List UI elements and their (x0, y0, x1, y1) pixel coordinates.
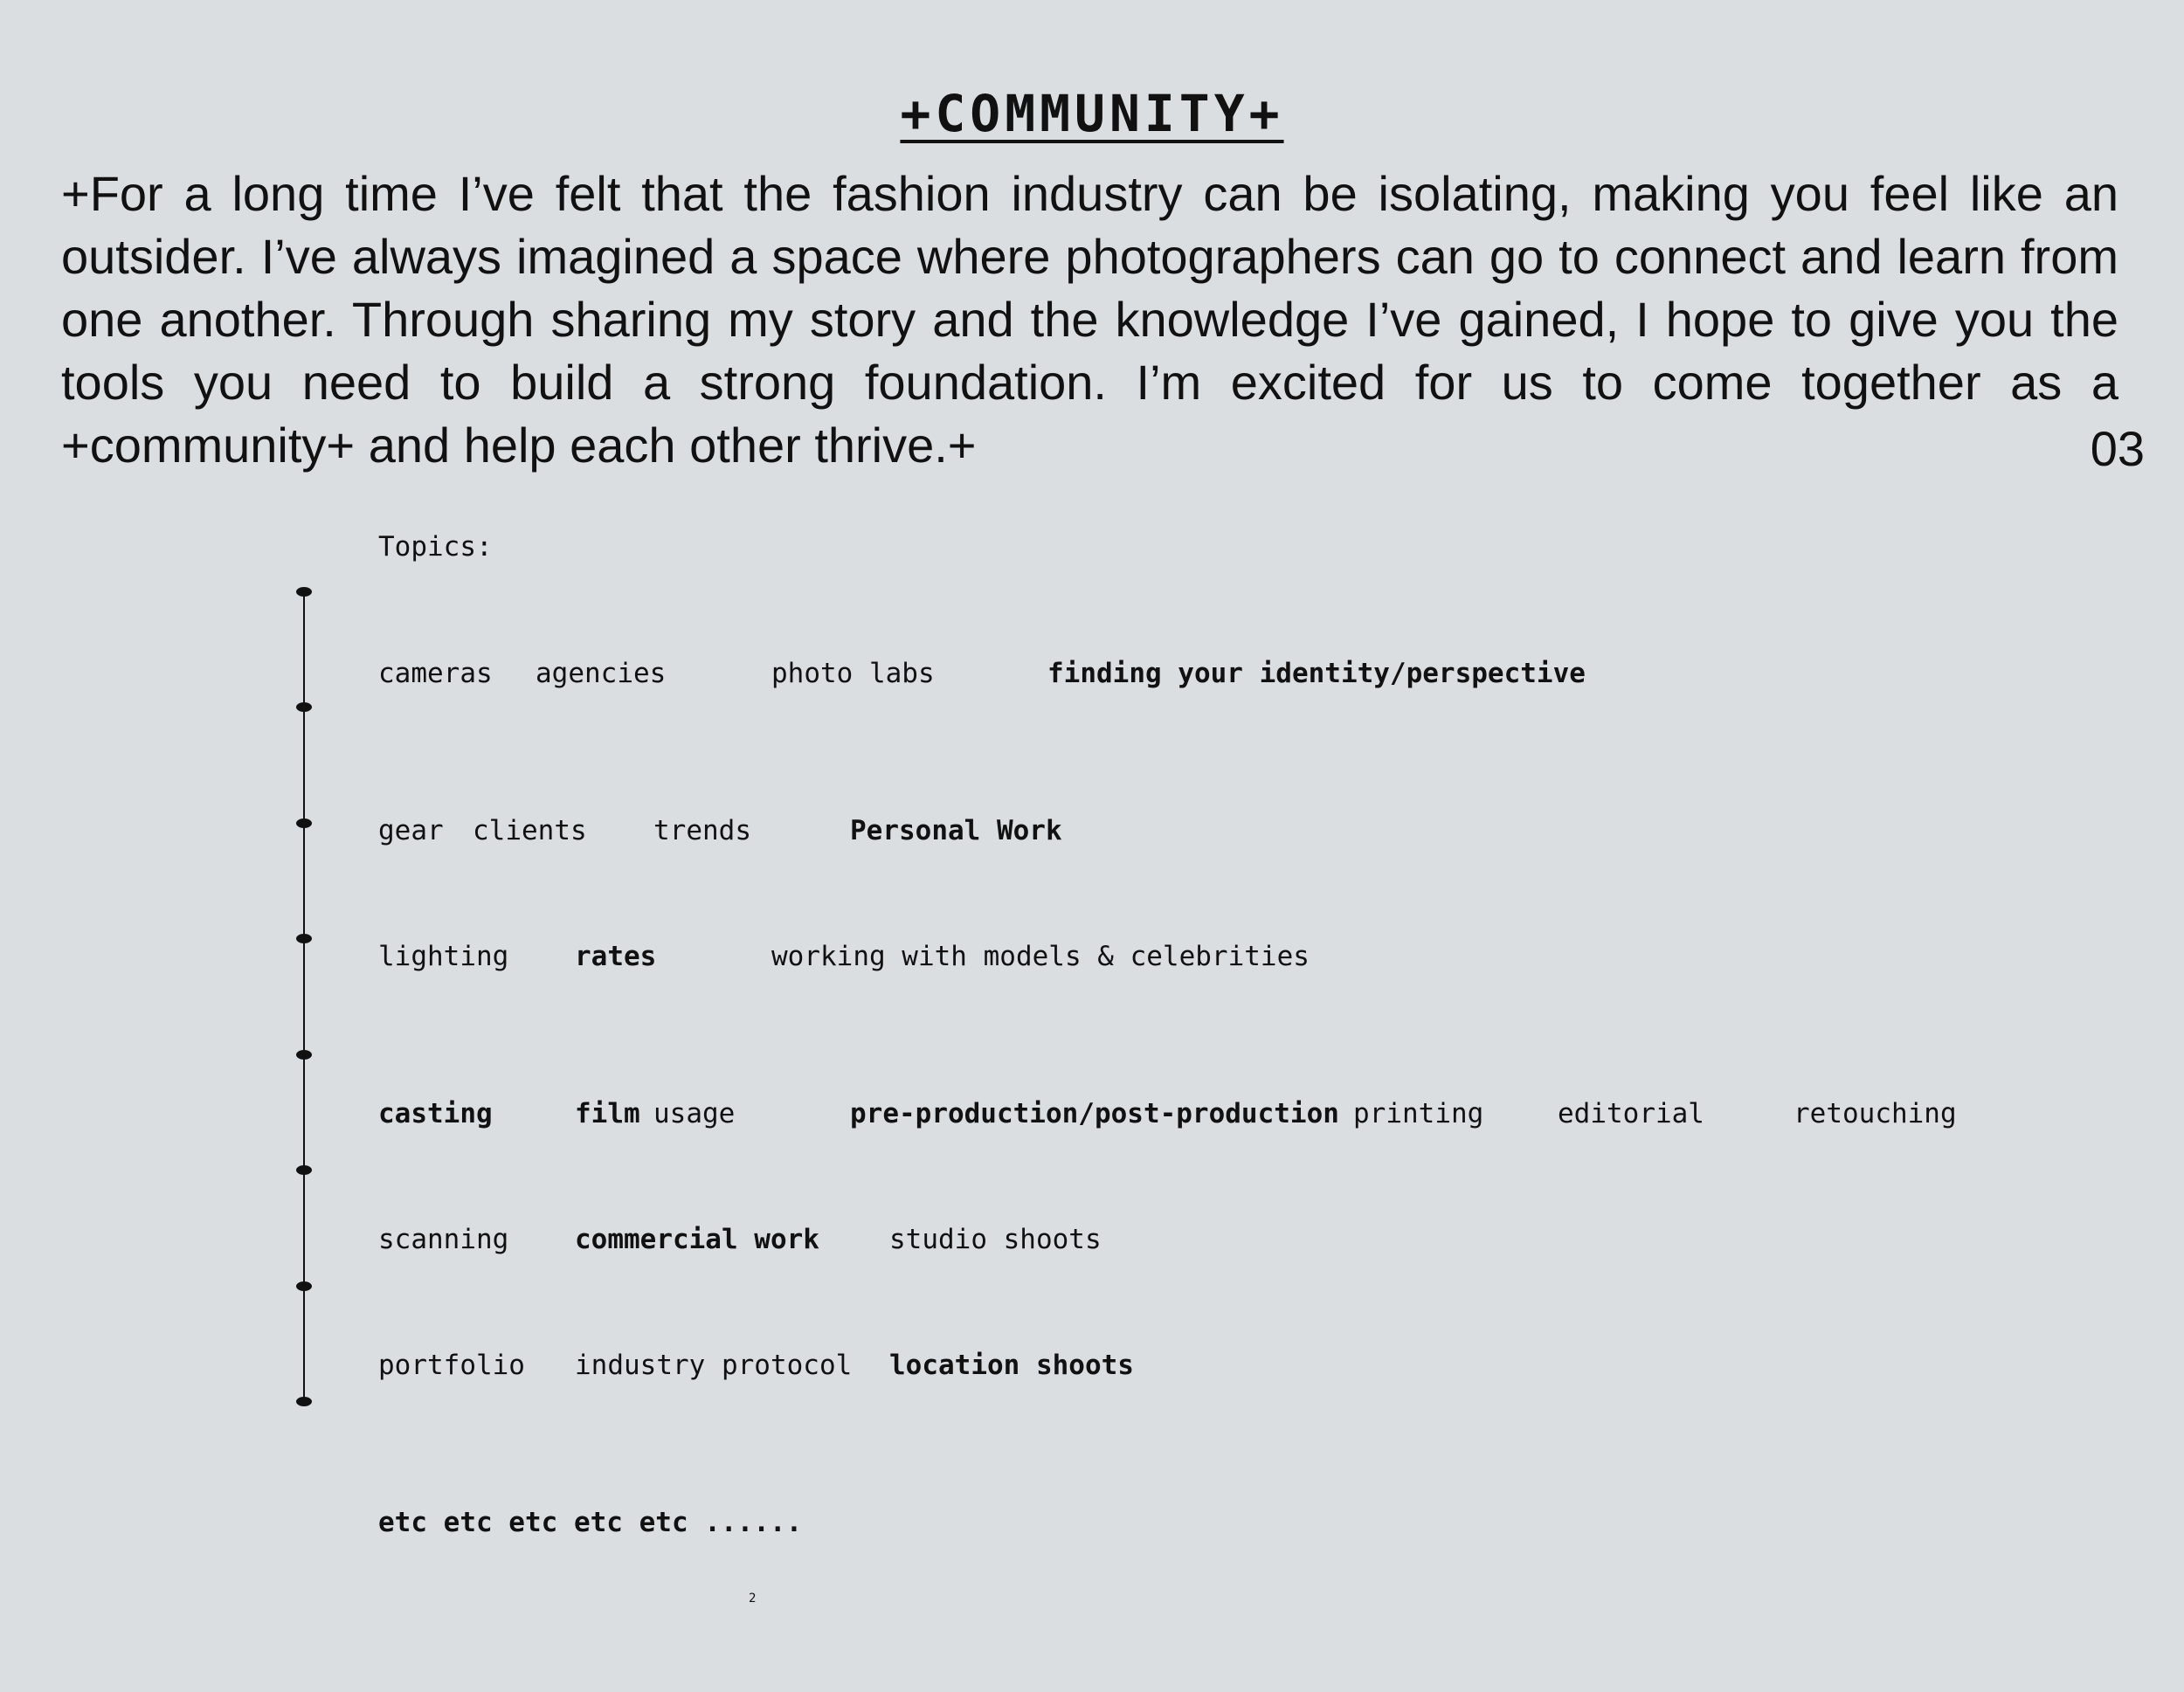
timeline-dot (296, 1397, 312, 1406)
topic-item: industry protocol (575, 1350, 853, 1381)
topic-item: usage (653, 1098, 736, 1129)
timeline-dot (296, 587, 312, 597)
topic-item: location shoots (889, 1350, 1134, 1381)
intro-paragraph: +For a long time I’ve felt that the fashion industry can be isolating, making you feel like an outsider. I’ve always imagined a space where photographers can go to connect and learn from one another. Through sharing my story and the knowledge I’ve gained, I hope to give you the tools you need to build a strong foundation. I’m excited for us to come together as a +community+ and help each other thrive.+ (61, 166, 2118, 473)
topic-item: casting (378, 1098, 493, 1129)
topic-item: agencies (536, 658, 667, 689)
topic-item: working with models & celebrities (771, 941, 1310, 972)
page-title (0, 83, 2184, 144)
page-title-text: +COMMUNITY+ (900, 84, 1284, 143)
etc-line: etc etc etc etc etc ...... (378, 1507, 803, 1538)
topic-item: cameras (378, 658, 493, 689)
topic-item: gear (378, 815, 444, 846)
topic-item: photo labs (771, 658, 935, 689)
topic-item: portfolio (378, 1350, 525, 1381)
topic-item: clients (473, 815, 587, 846)
page-number: 03 (2090, 421, 2145, 476)
topic-item: printing (1353, 1098, 1484, 1129)
topics-label: Topics: (378, 531, 493, 563)
topic-item: film (575, 1098, 640, 1129)
topic-item: rates (575, 941, 657, 972)
topic-item: finding your identity/perspective (1047, 658, 1586, 689)
timeline-line (303, 592, 305, 1401)
topic-item: scanning (378, 1224, 509, 1255)
topic-item: trends (653, 815, 751, 846)
topic-item: studio shoots (889, 1224, 1102, 1255)
timeline-dot (296, 1165, 312, 1175)
topic-item: retouching (1794, 1098, 1957, 1129)
timeline-dot (296, 818, 312, 828)
timeline-dot (296, 702, 312, 712)
timeline-dot (296, 1050, 312, 1060)
timeline-dot (296, 934, 312, 943)
topic-item: Personal Work (850, 815, 1062, 846)
topic-item: commercial work (575, 1224, 819, 1255)
footer-number: 2 (749, 1592, 757, 1606)
topic-item: editorial (1558, 1098, 1704, 1129)
topic-item: pre-production/post-production (850, 1098, 1339, 1129)
timeline-dot (296, 1281, 312, 1291)
topic-item: lighting (378, 941, 509, 972)
